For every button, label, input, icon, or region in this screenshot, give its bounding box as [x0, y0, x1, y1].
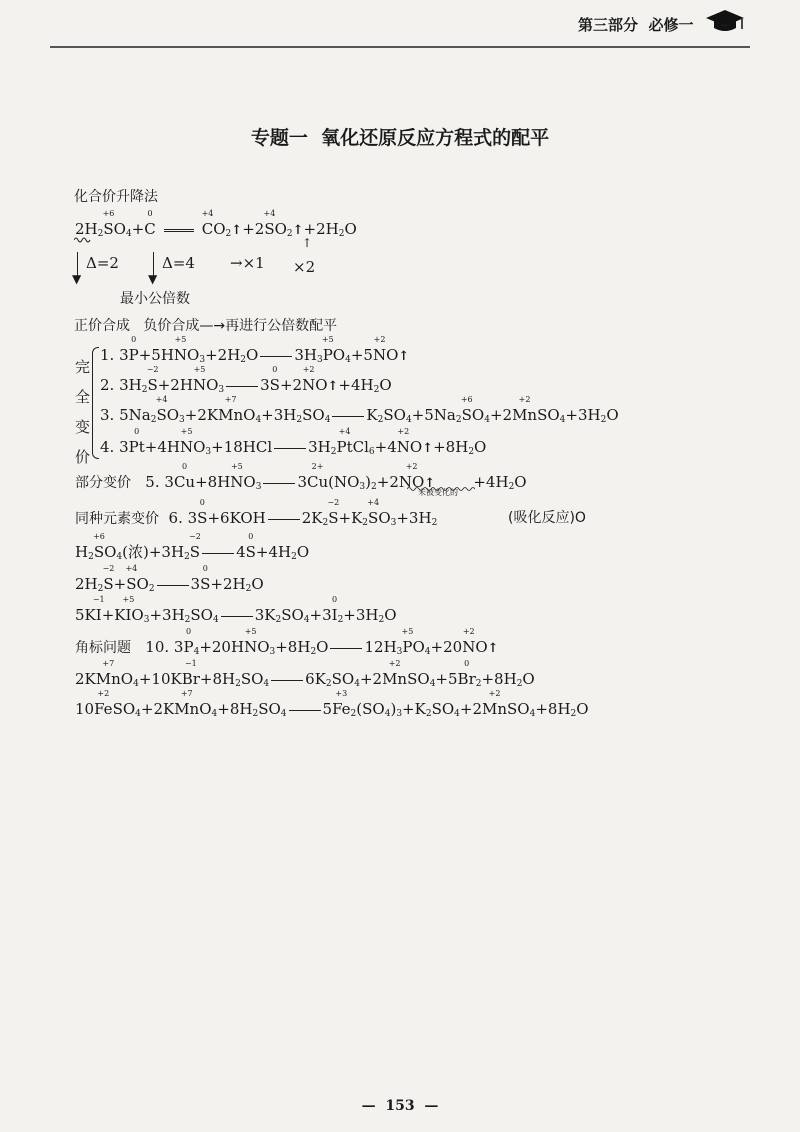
group-brace [92, 347, 99, 459]
delta-value: Δ=2 [86, 254, 119, 272]
equation-11: 2K +7 MnO$_4$+10K −1 $Br+8H_2SO_4$ $6K_2SO_4+2$ +2 MnSO$_4$+5 0 $Br_2+8H_2O$ [75, 659, 535, 689]
delta-value: Δ=4 [162, 254, 195, 272]
equation-5: 部分变价 5. 3 0 Cu+8H +5 $NO_3$ 3 2+ $Cu(NO_3)_2+2$ +2 NO↑ $+4H_2O$ [75, 462, 527, 492]
section-heading: 化合价升降法 [74, 189, 158, 205]
down-arrow-icon: ▼ [148, 272, 158, 286]
header-divider [50, 46, 750, 48]
equation-12: 10 +2 FeSO$_4$+2K +7 $MnO_4+8H_2SO_4$ 5 +3 $Fe_2(SO_4)_3+K_2SO_4+2$ +2 $MnSO_4+8H_2O$ [75, 689, 589, 719]
rule-rest: 再进行公倍数配平 [225, 318, 338, 334]
arrow-icon: —→ [199, 318, 226, 334]
equation-10: 角标问题 10. 3 0 $P_4+20H$ +5 $NO_3+8H_2O$ $12H_3$ +5 $PO_4+20$ +2 NO↑ [75, 627, 499, 657]
page-number: — 153 — [361, 1098, 439, 1114]
equation-4: 4. 3 0 Pt+4H +5 $NO_3+18HCl$ $3H_2$ +4 PtCl$_6$+4 +2 $NO↑+8H_2O$ [100, 427, 487, 457]
lcm-label: 最小公倍数 [120, 291, 190, 307]
wavy-underline [74, 236, 108, 244]
rule-positive: 正价合成 [74, 318, 130, 334]
equation-2: 2. $3H_2$ −2 S+2H +5 $NO_3$ 3 0 S+2 +2 $NO↑+4H_2O$ [100, 365, 392, 395]
up-arrow-icon: ↑ [302, 236, 313, 250]
down-arrow-icon: ▼ [72, 272, 82, 286]
annotation-note: 未被变化的 [418, 488, 458, 497]
equation-7: $H_2$ +6 $SO_4$(浓)$+3H_2$ −2 S 4 0 $S+4H_2O$ [75, 532, 310, 562]
equation-6: 同种元素变价 6. 3 0 S+6KOH $2K_2$ −2 $S+K_2$ +4 $SO_3+3H_2$ [75, 498, 438, 528]
equation-1: 1. 3 0 P+5H +5 $NO_3+2H_2O$ $3H_3$ +5 $PO_4+5$ +2 NO↑ [100, 335, 410, 365]
equation-9: 5K −1 I+K +5 $IO_3+3H_2SO_4$ $3K_2SO_4+3$ 0 $I_2+3H_2O$ [75, 595, 397, 625]
equation-8: $2H_2$ −2 S+ +4 $SO_2$ 3 0 $S+2H_2O$ [75, 564, 264, 594]
multiplier: ×2 [293, 258, 316, 276]
subscript-issue-label: 角标问题 [75, 640, 131, 656]
wavy-underline [407, 486, 475, 492]
rule-negative: 负价合成 [143, 318, 200, 334]
multiplier: →×1 [230, 254, 265, 272]
same-element-label: 同种元素变价 [75, 511, 159, 527]
graduation-cap-icon [704, 8, 746, 34]
partial-label: 部分变价 [75, 475, 131, 491]
header-section-title: 第三部分 必修一 [578, 16, 694, 34]
rule-line [74, 317, 337, 335]
annotation-note: (吸化反应)O [508, 510, 586, 526]
equation-3: 3. $5Na_2$ +4 $SO_3+2K$ +7 $MnO_4+3H_2SO_4$ $K_2SO_4+5Na_2$ +6 $SO_4+2$ +2 $MnSO_4+3H_2O$ [100, 395, 619, 425]
complete-label: 完 全 变 价 [75, 358, 91, 466]
equation-example: $2H_2$ +6 $SO_4+$ 0 C +4 $CO_2↑+2$ +4 $SO_2↑+2H_2O$ [75, 209, 357, 239]
page-title: 专题一 氧化还原反应方程式的配平 [250, 127, 550, 149]
